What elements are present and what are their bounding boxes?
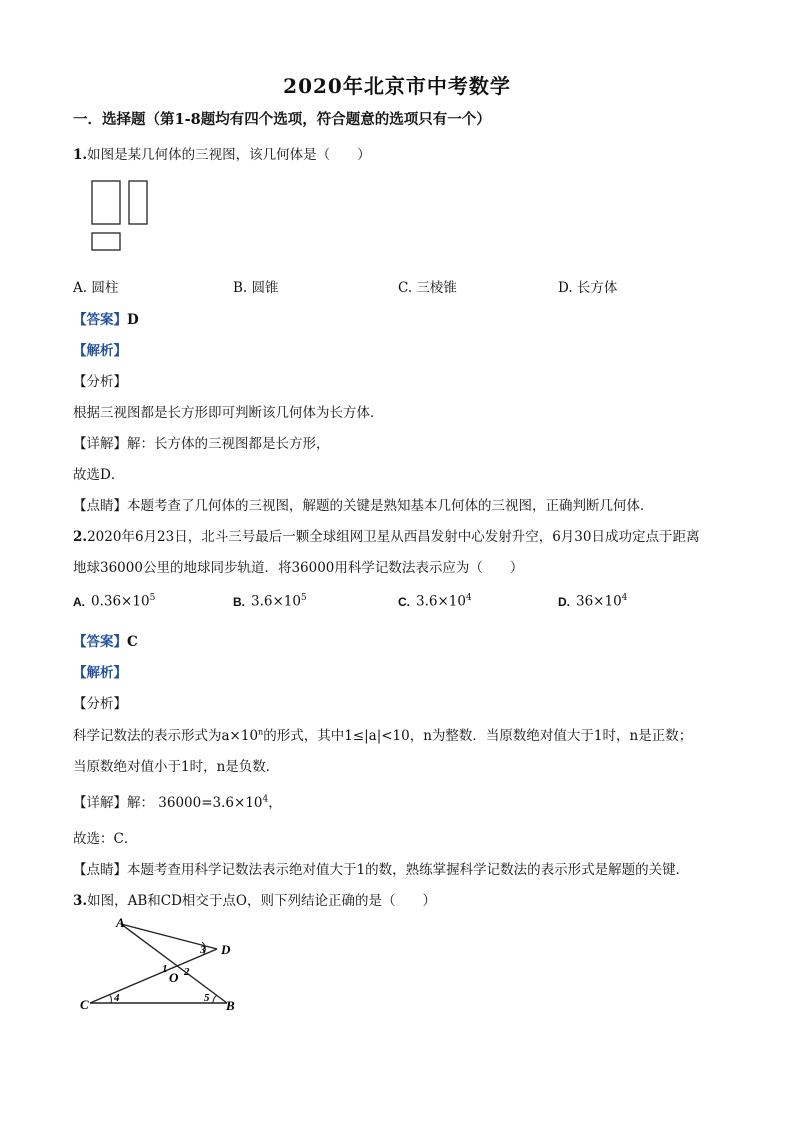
q1-xiangjie-tag: 【详解】 xyxy=(73,436,127,452)
q1-option-a: A. 圆柱 xyxy=(73,280,119,296)
q2-xiangjie xyxy=(73,791,282,811)
q2-option-d xyxy=(558,593,627,610)
angle-5-arc xyxy=(213,995,217,1003)
q2-option-c-letter: C. xyxy=(398,594,410,609)
q2-xiangjie-tag: 【详解】 xyxy=(73,795,127,811)
front-view-rect xyxy=(92,181,120,224)
q2-dianjing-tag: 【点睛】 xyxy=(73,862,127,878)
q1-stem xyxy=(73,143,371,163)
side-view-rect xyxy=(129,181,147,224)
q2-option-b-exp: 5 xyxy=(300,593,307,603)
q1-dianjing xyxy=(73,494,654,514)
q1-xiangjie-text: 解：长方体的三视图都是长方形， xyxy=(127,436,330,452)
q2-number: 2. xyxy=(73,529,88,545)
q1-option-c: C. 三棱锥 xyxy=(398,280,457,296)
q1-fenxi-tag: 【分析】 xyxy=(73,374,127,390)
section-heading: 一．选择题（第1-8题均有四个选项，符合题意的选项只有一个） xyxy=(73,111,491,128)
q2-option-d-base: 36×10 xyxy=(576,593,622,610)
angle-label-4: 4 xyxy=(114,992,120,1004)
q2-option-c-base: 3.6×10 xyxy=(416,593,466,610)
q2-fenxi-line2: 当原数绝对值小于1时，n是负数． xyxy=(73,759,280,775)
q1-dianjing-text: 本题考查了几何体的三视图，解题的关键是熟知基本几何体的三视图，正确判断几何体． xyxy=(127,498,654,514)
q2-stem-text-1: 2020年6月23日，北斗三号最后一颗全球组网卫星从西昌发射中心发射升空，6月30日成功定点于距离 xyxy=(87,529,700,545)
q1-guxuan: 故选D． xyxy=(73,467,125,483)
q1-dianjing-tag: 【点睛】 xyxy=(73,498,127,514)
segment-cd xyxy=(90,949,217,1003)
q1-jiexi-tag: 【解析】 xyxy=(73,343,127,359)
q2-guxuan: 故选：C． xyxy=(73,831,138,847)
q2-jiexi-tag: 【解析】 xyxy=(73,665,127,681)
q1-number: 1. xyxy=(73,147,88,163)
q2-answer-value: C xyxy=(127,634,138,650)
label-o: O xyxy=(169,970,179,985)
q2-xiangjie-b: ， xyxy=(268,795,282,811)
q2-option-b xyxy=(233,593,307,610)
q2-fenxi-tag: 【分析】 xyxy=(73,696,127,712)
q3-figure xyxy=(72,912,252,1017)
q2-option-b-base: 3.6×10 xyxy=(251,593,301,610)
q1-option-d: D. 长方体 xyxy=(558,280,618,296)
q2-fenxi-line1-b: 的形式，其中1≤|a|<10，n为整数．当原数绝对值大于1时，n是正数； xyxy=(263,728,693,744)
q1-option-b: B. 圆锥 xyxy=(233,280,279,296)
q2-dianjing xyxy=(73,858,689,878)
label-d: D xyxy=(221,942,231,957)
q2-option-d-exp: 4 xyxy=(621,593,628,603)
q3-number: 3. xyxy=(73,893,88,909)
q2-option-a-letter: A. xyxy=(73,594,85,609)
q2-option-a xyxy=(73,593,155,610)
q2-dianjing-text: 本题考查用科学记数法表示绝对值大于1的数，熟练掌握科学记数法的表示形式是解题的关键． xyxy=(127,862,690,878)
q2-xiangjie-a: 解： 36000=3.6×10 xyxy=(127,795,263,811)
q1-xiangjie xyxy=(73,432,330,452)
q1-stem-text: 如图是某几何体的三视图，该几何体是（ ） xyxy=(87,147,371,163)
label-a: A xyxy=(116,915,125,930)
q1-answer-tag: 【答案】 xyxy=(73,312,127,328)
angle-label-2: 2 xyxy=(184,966,190,978)
q2-option-b-letter: B. xyxy=(233,594,245,609)
q1-fenxi-text: 根据三视图都是长方形即可判断该几何体为长方体． xyxy=(73,405,384,421)
q2-answer-tag: 【答案】 xyxy=(73,634,127,650)
angle-label-5: 5 xyxy=(204,992,210,1004)
q1-three-views-figure xyxy=(88,178,158,256)
top-view-rect xyxy=(92,233,120,250)
q1-answer-value: D xyxy=(127,312,139,328)
q3-stem xyxy=(73,889,436,909)
label-b: B xyxy=(226,998,235,1013)
q2-answer xyxy=(73,630,138,650)
label-c: C xyxy=(80,997,89,1012)
q3-stem-text: 如图，AB和CD相交于点O，则下列结论正确的是（ ） xyxy=(87,893,436,909)
q2-stem-line1 xyxy=(73,525,699,545)
segment-ab xyxy=(121,924,227,1003)
q2-stem-line2: 地球36000公里的地球同步轨道．将36000用科学记数法表示应为（ ） xyxy=(73,560,524,576)
q2-option-a-exp: 5 xyxy=(149,593,156,603)
q2-xiangjie-sup: 4 xyxy=(262,794,269,805)
q2-fenxi-line1 xyxy=(73,724,692,744)
q1-answer xyxy=(73,308,139,328)
angle-label-1: 1 xyxy=(162,963,168,975)
q2-option-c xyxy=(398,593,472,610)
page-title: 2020年北京市中考数学 xyxy=(283,74,511,98)
angle-label-3: 3 xyxy=(200,944,206,956)
q2-option-d-letter: D. xyxy=(558,594,570,609)
angle-4-arc xyxy=(110,995,111,1003)
q2-option-a-base: 0.36×10 xyxy=(91,593,150,610)
q2-fenxi-line1-a: 科学记数法的表示形式为a×10 xyxy=(73,728,259,744)
q2-option-c-exp: 4 xyxy=(465,593,472,603)
q2-fenxi-line1-sup: n xyxy=(258,727,264,737)
